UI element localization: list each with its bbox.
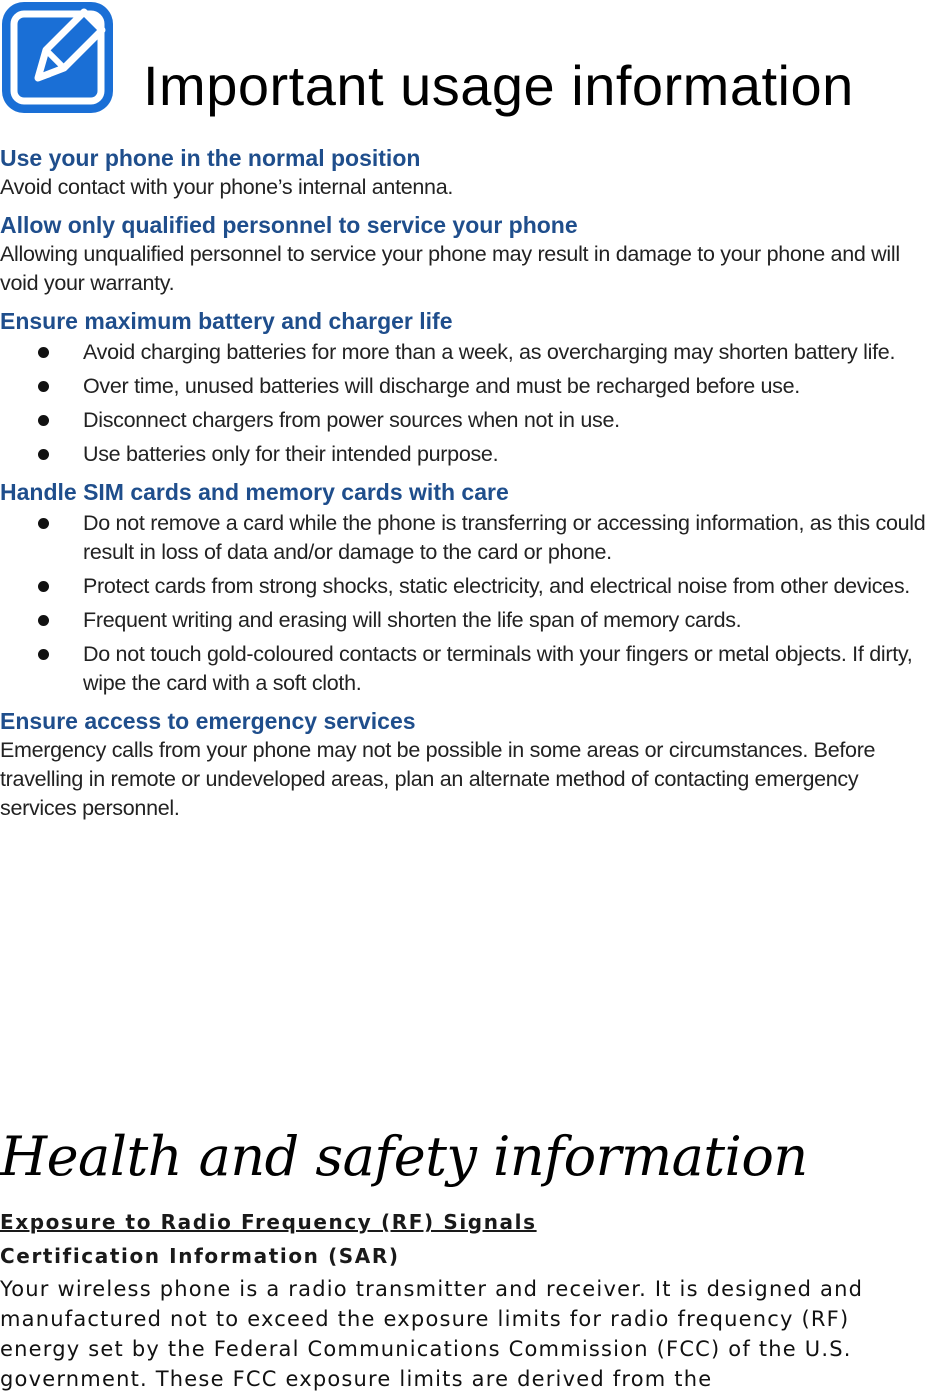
section-heading: Ensure access to emergency services [0, 708, 416, 734]
section-qualified-personnel [0, 210, 931, 298]
section-paragraph: Allowing unqualified personnel to service your phone may result in damage to your phone and will void your warranty. [0, 242, 900, 295]
section-heading: Use your phone in the normal position [0, 145, 421, 171]
rf-heading: Exposure to Radio Frequency (RF) Signals [0, 1210, 537, 1234]
bullet-list [0, 338, 931, 469]
bullet-icon [38, 415, 49, 426]
section-heading: Allow only qualified personnel to service your phone [0, 212, 578, 238]
list-item: Frequent writing and erasing will shorten the life span of memory cards. [0, 606, 931, 635]
bullet-icon [38, 581, 49, 592]
list-item: Avoid charging batteries for more than a week, as overcharging may shorten battery life. [0, 338, 931, 367]
health-title: Health and safety information [0, 1125, 808, 1188]
bullet-icon [38, 381, 49, 392]
list-item: Use batteries only for their intended purpose. [0, 440, 931, 469]
note-pencil-icon [0, 0, 115, 115]
bullet-icon [38, 649, 49, 660]
section-paragraph: Emergency calls from your phone may not be possible in some areas or circumstances. Before travelling in remote or undeveloped areas, plan an alternate method of contacting emergency services personnel. [0, 738, 876, 820]
section-battery-life [0, 306, 931, 469]
section-heading: Ensure maximum battery and charger life [0, 308, 453, 334]
section-paragraph: Avoid contact with your phone’s internal antenna. [0, 175, 454, 199]
bullet-icon [38, 449, 49, 460]
bullet-icon [38, 347, 49, 358]
page-title: Important usage information [143, 54, 854, 117]
bullet-list [0, 509, 931, 698]
section-sim-cards [0, 477, 931, 698]
list-item: Disconnect chargers from power sources when not in use. [0, 406, 931, 435]
bullet-icon [38, 615, 49, 626]
list-item: Do not touch gold-coloured contacts or terminals with your fingers or metal objects. If dirty, wipe the card with a soft cloth. [0, 640, 931, 698]
section-heading: Handle SIM cards and memory cards with care [0, 479, 509, 505]
section-emergency-services [0, 706, 931, 823]
list-item: Protect cards from strong shocks, static electricity, and electrical noise from other devices. [0, 572, 931, 601]
list-item: Do not remove a card while the phone is transferring or accessing information, as this could result in loss of data and/or damage to the card or phone. [0, 509, 931, 567]
sar-paragraph: Your wireless phone is a radio transmitter and receiver. It is designed and manufactured not to exceed the exposure limits for radio frequency (RF) energy set by the Federal Communications Commission (FCC) of the U.S. government. These FCC exposure limits are derived from the [0, 1277, 864, 1391]
sar-heading: Certification Information (SAR) [0, 1244, 400, 1268]
section-normal-position [0, 143, 931, 202]
list-item: Over time, unused batteries will discharge and must be recharged before use. [0, 372, 931, 401]
usage-content [0, 143, 931, 831]
bullet-icon [38, 518, 49, 529]
